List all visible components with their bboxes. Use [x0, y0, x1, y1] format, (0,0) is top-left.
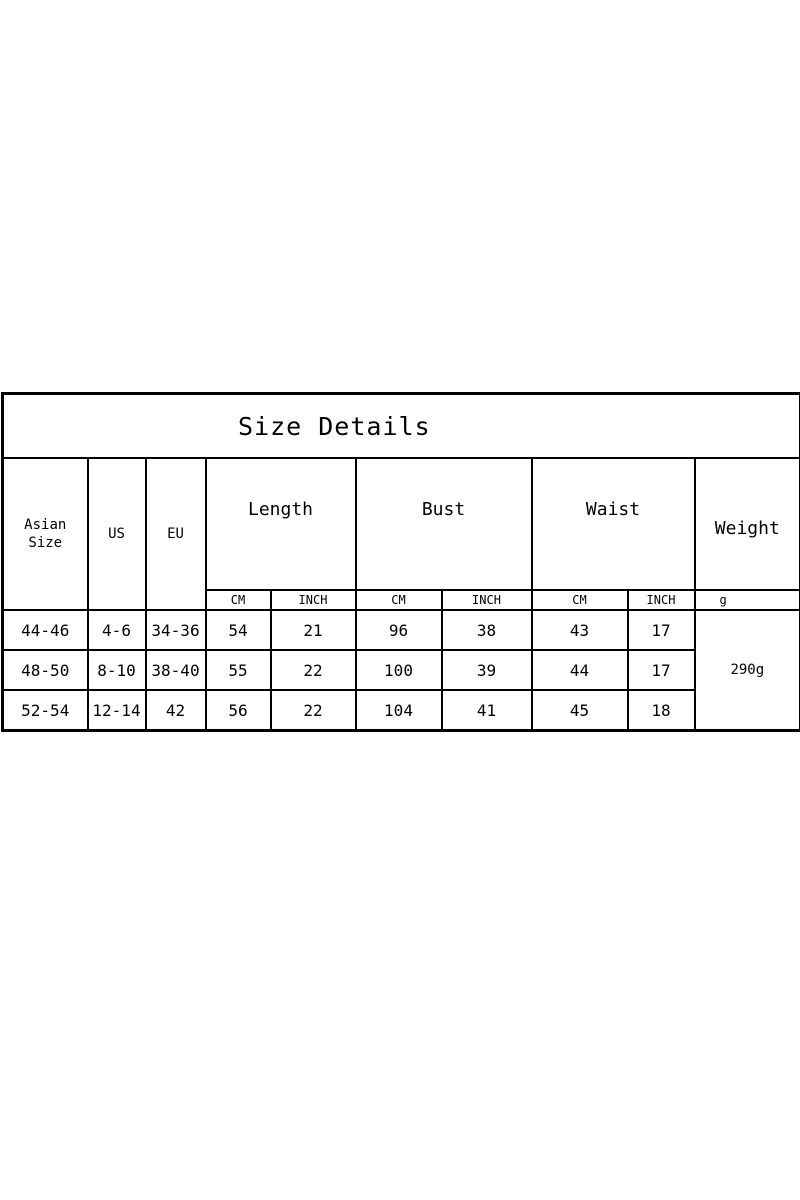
table-row — [3, 690, 800, 731]
cell-bust-cm: 100 — [356, 650, 442, 690]
cell-length-inch: 22 — [271, 690, 356, 731]
cell-bust-inch: 41 — [442, 690, 532, 731]
cell-waist-cm: 43 — [532, 610, 628, 650]
cell-length-cm: 54 — [206, 610, 271, 650]
cell-eu: 34-36 — [146, 610, 206, 650]
size-table — [1, 392, 800, 732]
cell-eu: 38-40 — [146, 650, 206, 690]
header-weight: Weight — [695, 458, 800, 590]
cell-us: 8-10 — [88, 650, 146, 690]
cell-asian: 48-50 — [3, 650, 88, 690]
cell-us: 12-14 — [88, 690, 146, 731]
header-waist: Waist — [532, 458, 695, 590]
table-row — [3, 610, 800, 650]
cell-length-cm: 56 — [206, 690, 271, 731]
header-length: Length — [206, 458, 356, 590]
header-us: US — [88, 458, 146, 610]
header-eu: EU — [146, 458, 206, 610]
cell-waist-cm: 45 — [532, 690, 628, 731]
cell-eu: 42 — [146, 690, 206, 731]
cell-length-inch: 21 — [271, 610, 356, 650]
cell-asian: 52-54 — [3, 690, 88, 731]
header-bust: Bust — [356, 458, 532, 590]
table-title: Size Details — [3, 394, 800, 459]
header-asian-size: Asian Size — [3, 458, 88, 610]
table-row — [3, 650, 800, 690]
cell-us: 4-6 — [88, 610, 146, 650]
cell-waist-inch: 18 — [628, 690, 695, 731]
unit-bust-inch: INCH — [442, 590, 532, 610]
cell-bust-cm: 96 — [356, 610, 442, 650]
unit-weight-g: g — [695, 590, 800, 610]
cell-asian: 44-46 — [3, 610, 88, 650]
unit-length-inch: INCH — [271, 590, 356, 610]
cell-bust-inch: 38 — [442, 610, 532, 650]
cell-weight: 290g — [695, 610, 800, 731]
cell-bust-cm: 104 — [356, 690, 442, 731]
cell-bust-inch: 39 — [442, 650, 532, 690]
cell-length-cm: 55 — [206, 650, 271, 690]
unit-length-cm: CM — [206, 590, 271, 610]
unit-waist-cm: CM — [532, 590, 628, 610]
unit-waist-inch: INCH — [628, 590, 695, 610]
cell-waist-cm: 44 — [532, 650, 628, 690]
cell-waist-inch: 17 — [628, 610, 695, 650]
unit-bust-cm: CM — [356, 590, 442, 610]
cell-waist-inch: 17 — [628, 650, 695, 690]
cell-length-inch: 22 — [271, 650, 356, 690]
